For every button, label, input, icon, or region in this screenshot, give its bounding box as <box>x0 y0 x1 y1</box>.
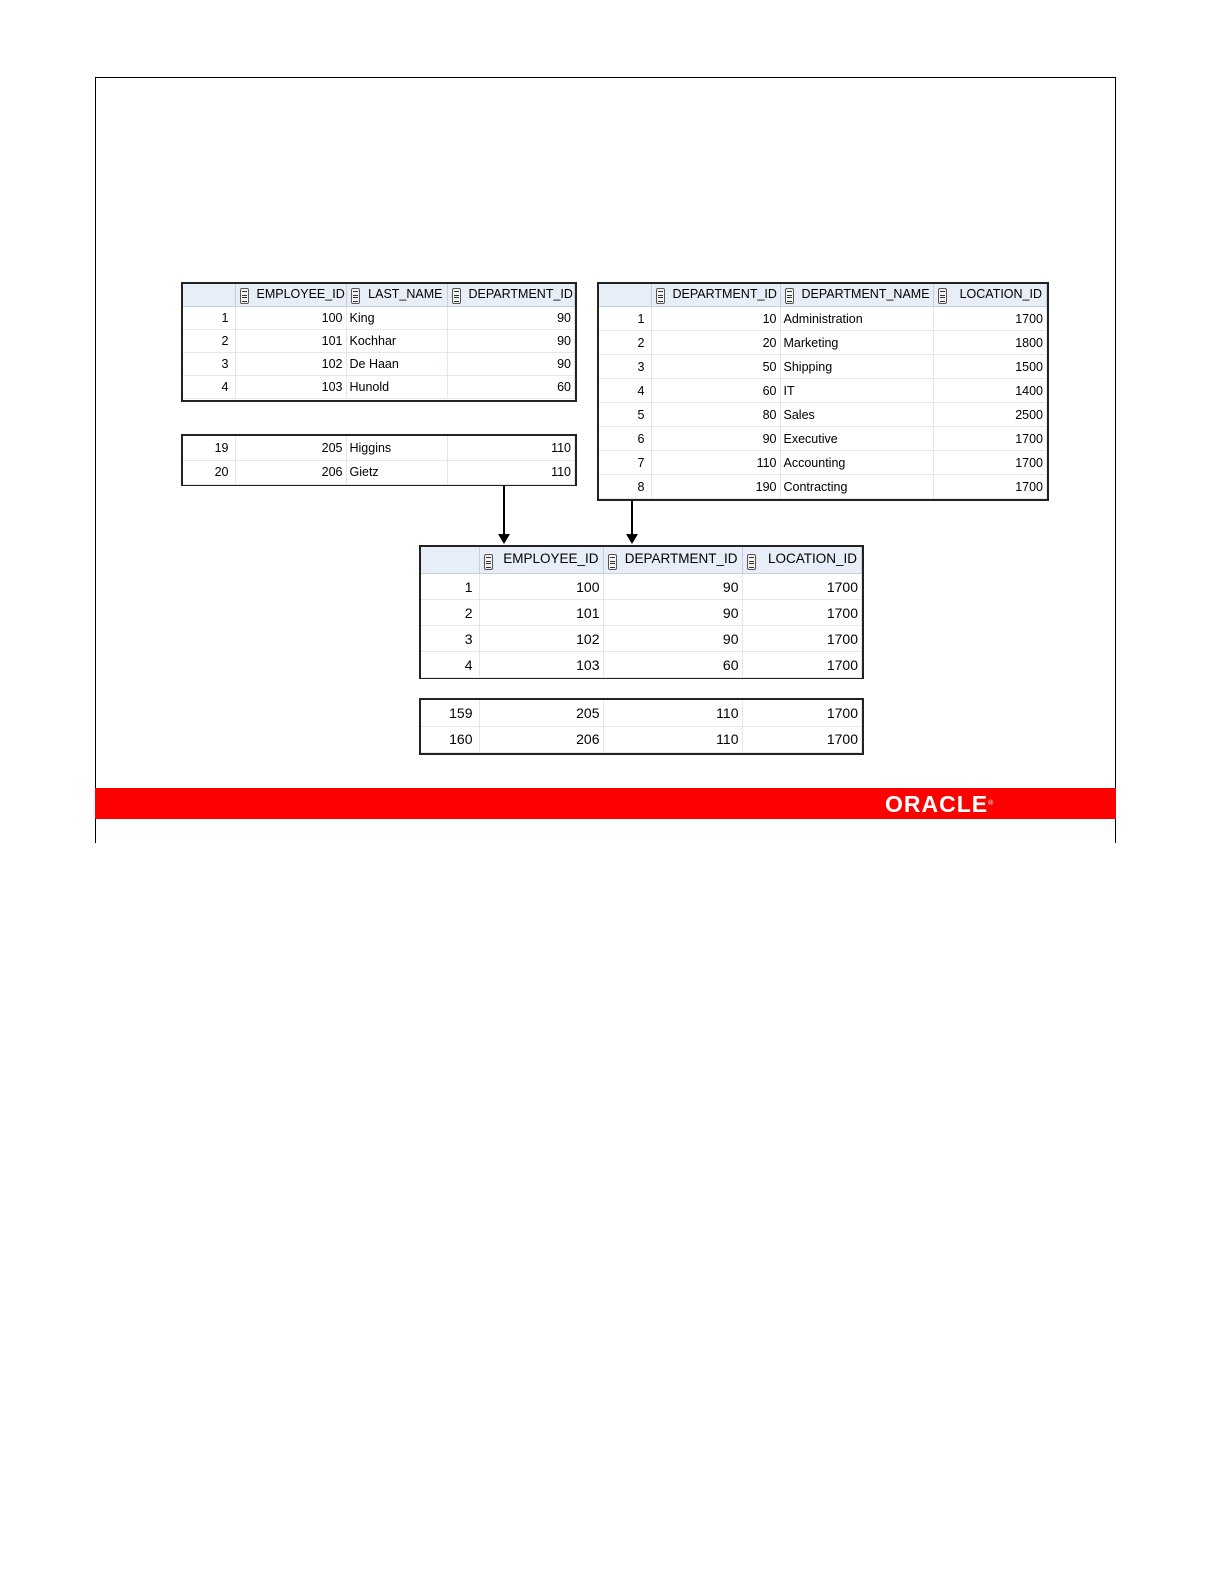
table-row[interactable] <box>421 726 862 752</box>
location-id-cell[interactable]: 1500 <box>933 355 1047 379</box>
department-name-cell[interactable]: Shipping <box>780 355 933 379</box>
sort-icon[interactable] <box>240 288 249 304</box>
department-id-cell[interactable]: 90 <box>603 574 742 600</box>
row-number: 160 <box>421 726 479 752</box>
sort-icon[interactable] <box>351 288 360 304</box>
table-row[interactable] <box>421 652 862 678</box>
location-id-cell[interactable]: 1700 <box>933 475 1047 499</box>
table-row[interactable] <box>599 355 1047 379</box>
table-row[interactable] <box>183 330 575 353</box>
sort-icon[interactable] <box>938 288 947 304</box>
department-id-cell[interactable]: 90 <box>447 330 575 353</box>
department-id-cell[interactable]: 80 <box>651 403 780 427</box>
join-arrow-employees <box>503 486 505 536</box>
table-row[interactable] <box>599 475 1047 499</box>
grid-header-row <box>183 284 575 307</box>
department-id-cell[interactable]: 110 <box>447 436 575 460</box>
department-name-cell[interactable]: IT <box>780 379 933 403</box>
table-row[interactable] <box>599 403 1047 427</box>
row-number: 4 <box>183 376 235 399</box>
table-row[interactable] <box>421 626 862 652</box>
row-number: 1 <box>183 307 235 330</box>
row-number: 4 <box>599 379 651 403</box>
row-number: 159 <box>421 700 479 726</box>
row-number: 3 <box>421 626 479 652</box>
department-id-cell[interactable]: 110 <box>651 451 780 475</box>
employee-id-cell[interactable]: 101 <box>235 330 346 353</box>
department-name-cell[interactable]: Executive <box>780 427 933 451</box>
employees-grid-bottom <box>181 434 577 486</box>
column-header-department-id[interactable]: DEPARTMENT_ID <box>651 284 780 307</box>
department-name-cell[interactable]: Administration <box>780 307 933 331</box>
row-number: 20 <box>183 460 235 484</box>
employee-id-cell[interactable]: 102 <box>235 353 346 376</box>
department-id-cell[interactable]: 90 <box>447 307 575 330</box>
row-number: 2 <box>421 600 479 626</box>
result-grid-top <box>419 545 864 679</box>
location-id-cell[interactable]: 1700 <box>742 726 862 752</box>
department-id-cell[interactable]: 110 <box>603 700 742 726</box>
employee-id-cell[interactable]: 100 <box>479 574 603 600</box>
location-id-cell[interactable]: 2500 <box>933 403 1047 427</box>
department-name-cell[interactable]: Marketing <box>780 331 933 355</box>
employee-id-cell[interactable]: 206 <box>479 726 603 752</box>
location-id-cell[interactable]: 1800 <box>933 331 1047 355</box>
column-header-department-id[interactable]: DEPARTMENT_ID <box>447 284 575 307</box>
row-number: 6 <box>599 427 651 451</box>
row-number-header <box>421 547 479 574</box>
department-id-cell[interactable]: 10 <box>651 307 780 331</box>
table-row[interactable] <box>421 574 862 600</box>
location-id-cell[interactable]: 1700 <box>742 626 862 652</box>
sort-icon[interactable] <box>484 554 493 570</box>
column-header-location-id[interactable]: LOCATION_ID <box>933 284 1047 307</box>
sort-icon[interactable] <box>608 554 617 570</box>
location-id-cell[interactable]: 1700 <box>742 700 862 726</box>
last-name-cell[interactable]: Higgins <box>346 436 447 460</box>
table-row[interactable] <box>421 600 862 626</box>
row-number: 5 <box>599 403 651 427</box>
column-header-location-id[interactable]: LOCATION_ID <box>742 547 862 574</box>
table-row[interactable] <box>183 307 575 330</box>
location-id-cell[interactable]: 1700 <box>742 600 862 626</box>
row-number: 2 <box>599 331 651 355</box>
department-id-cell[interactable]: 190 <box>651 475 780 499</box>
table-row[interactable] <box>183 376 575 399</box>
sort-icon[interactable] <box>785 288 794 304</box>
departments-grid <box>597 282 1049 501</box>
column-header-department-name[interactable]: DEPARTMENT_NAME <box>780 284 933 307</box>
table-row[interactable] <box>599 451 1047 475</box>
location-id-cell[interactable]: 1400 <box>933 379 1047 403</box>
result-grid-bottom <box>419 698 864 755</box>
department-name-cell[interactable]: Sales <box>780 403 933 427</box>
table-row[interactable] <box>599 379 1047 403</box>
table-row[interactable] <box>183 460 575 484</box>
oracle-logo: ORACLE® <box>885 791 994 817</box>
department-id-cell[interactable]: 110 <box>447 460 575 484</box>
department-id-cell[interactable]: 90 <box>603 626 742 652</box>
location-id-cell[interactable]: 1700 <box>933 427 1047 451</box>
column-header-employee-id[interactable]: EMPLOYEE_ID <box>235 284 346 307</box>
row-number: 7 <box>599 451 651 475</box>
row-number-header <box>599 284 651 307</box>
employee-id-cell[interactable]: 205 <box>479 700 603 726</box>
location-id-cell[interactable]: 1700 <box>742 652 862 678</box>
last-name-cell[interactable]: Gietz <box>346 460 447 484</box>
last-name-cell[interactable]: Kochhar <box>346 330 447 353</box>
column-header-last-name[interactable]: LAST_NAME <box>346 284 447 307</box>
department-id-cell[interactable]: 60 <box>651 379 780 403</box>
department-id-cell[interactable]: 90 <box>447 353 575 376</box>
column-header-department-id[interactable]: DEPARTMENT_ID <box>603 547 742 574</box>
sort-icon[interactable] <box>656 288 665 304</box>
last-name-cell[interactable]: Hunold <box>346 376 447 399</box>
row-number: 3 <box>183 353 235 376</box>
row-number-header <box>183 284 235 307</box>
employees-grid-top <box>181 282 577 402</box>
employee-id-cell[interactable]: 103 <box>479 652 603 678</box>
department-id-cell[interactable]: 50 <box>651 355 780 379</box>
employee-id-cell[interactable]: 101 <box>479 600 603 626</box>
employee-id-cell[interactable]: 102 <box>479 626 603 652</box>
table-row[interactable] <box>421 700 862 726</box>
location-id-cell[interactable]: 1700 <box>742 574 862 600</box>
row-number: 2 <box>183 330 235 353</box>
location-id-cell[interactable]: 1700 <box>933 307 1047 331</box>
row-number: 3 <box>599 355 651 379</box>
row-number: 1 <box>421 574 479 600</box>
department-name-cell[interactable]: Accounting <box>780 451 933 475</box>
row-number: 1 <box>599 307 651 331</box>
department-id-cell[interactable]: 20 <box>651 331 780 355</box>
employee-id-cell[interactable]: 206 <box>235 460 346 484</box>
row-number: 19 <box>183 436 235 460</box>
join-arrow-departments <box>631 501 633 536</box>
last-name-cell[interactable]: King <box>346 307 447 330</box>
department-id-cell[interactable]: 60 <box>603 652 742 678</box>
department-id-cell[interactable]: 60 <box>447 376 575 399</box>
sort-icon[interactable] <box>747 554 756 570</box>
department-id-cell[interactable]: 90 <box>603 600 742 626</box>
table-row[interactable] <box>599 307 1047 331</box>
last-name-cell[interactable]: De Haan <box>346 353 447 376</box>
table-row[interactable] <box>599 427 1047 451</box>
row-number: 8 <box>599 475 651 499</box>
employee-id-cell[interactable]: 103 <box>235 376 346 399</box>
table-row[interactable] <box>183 353 575 376</box>
sort-icon[interactable] <box>452 288 461 304</box>
department-name-cell[interactable]: Contracting <box>780 475 933 499</box>
grid-header-row <box>599 284 1047 307</box>
employee-id-cell[interactable]: 100 <box>235 307 346 330</box>
row-number: 4 <box>421 652 479 678</box>
column-header-employee-id[interactable]: EMPLOYEE_ID <box>479 547 603 574</box>
employee-id-cell[interactable]: 205 <box>235 436 346 460</box>
grid-header-row <box>421 547 862 574</box>
department-id-cell[interactable]: 90 <box>651 427 780 451</box>
table-row[interactable] <box>183 436 575 460</box>
location-id-cell[interactable]: 1700 <box>933 451 1047 475</box>
department-id-cell[interactable]: 110 <box>603 726 742 752</box>
table-row[interactable] <box>599 331 1047 355</box>
